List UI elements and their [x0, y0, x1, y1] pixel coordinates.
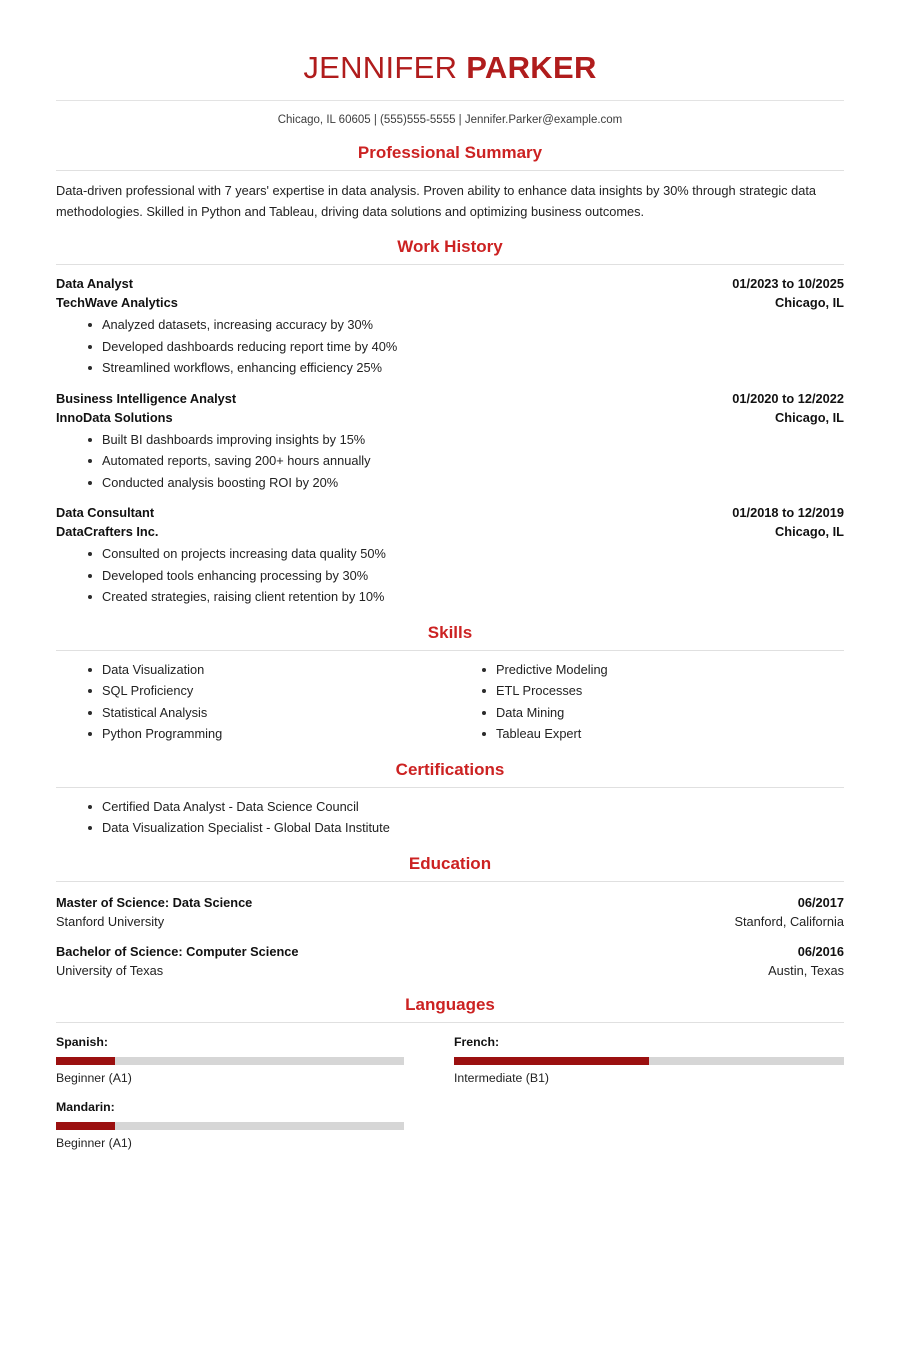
- language-proficiency-fill: [454, 1057, 649, 1065]
- job-company: InnoData Solutions: [56, 409, 173, 425]
- job-dates: 01/2020 to 12/2022: [732, 390, 844, 406]
- job-dates: 01/2023 to 10/2025: [732, 276, 844, 291]
- education-date: 06/2016: [797, 943, 844, 959]
- education-header-row: [56, 893, 844, 912]
- candidate-name: [56, 48, 844, 88]
- job-bullet: Streamlined workflows, enhancing efficiency 25%: [102, 357, 844, 379]
- skill-item: ETL Processes: [496, 680, 844, 702]
- skill-item: Python Programming: [102, 723, 450, 745]
- section-work-history: [56, 236, 844, 608]
- education-entry: [56, 882, 844, 931]
- section-languages: [56, 994, 844, 1163]
- skills-column-left: [56, 659, 450, 745]
- skills-columns: [56, 651, 844, 745]
- certifications-list: [56, 796, 844, 839]
- language-level: Intermediate (B1): [454, 1070, 550, 1085]
- skill-item: Data Visualization: [102, 659, 450, 681]
- language-entry: [450, 1033, 844, 1087]
- section-certifications: [56, 759, 844, 839]
- education-degree: Bachelor of Science: Computer Science: [56, 943, 299, 959]
- resume-header: [56, 48, 844, 128]
- skills-list-left: [56, 659, 450, 745]
- language-proficiency-track: [454, 1057, 844, 1065]
- job-subheader-row: [56, 522, 844, 541]
- job-title: Data Analyst: [56, 276, 134, 291]
- job-bullet: Developed dashboards reducing report time by 40%: [102, 336, 844, 358]
- job-title: Business Intelligence Analyst: [56, 390, 237, 406]
- language-name: Spanish:: [56, 1034, 108, 1049]
- language-entry: [56, 1098, 450, 1152]
- job-header-row: [56, 389, 844, 408]
- job-bullet-list: [56, 543, 844, 608]
- education-school: Stanford University: [56, 913, 165, 929]
- education-location: Austin, Texas: [768, 962, 844, 978]
- skills-list-right: [450, 659, 844, 745]
- job-company: DataCrafters Inc.: [56, 524, 159, 539]
- section-title-education: Education: [408, 853, 492, 873]
- job-header-row: [56, 503, 844, 522]
- languages-grid: [56, 1023, 844, 1163]
- section-title-work-history: Work History: [397, 237, 503, 256]
- language-name: French:: [454, 1034, 500, 1049]
- job-bullet-list: [56, 429, 844, 494]
- language-proficiency-track: [56, 1057, 404, 1065]
- section-professional-summary: [56, 142, 844, 222]
- job-company: TechWave Analytics: [56, 295, 178, 310]
- job-entry: [56, 379, 844, 494]
- first-name: JENNIFER: [303, 50, 458, 85]
- job-location: Chicago, IL: [775, 295, 844, 310]
- last-name: PARKER: [466, 50, 597, 85]
- language-entry: [56, 1033, 450, 1087]
- education-subheader-row: [56, 961, 844, 980]
- language-proficiency-track: [56, 1122, 404, 1130]
- skill-item: Predictive Modeling: [496, 659, 844, 681]
- education-entry: [56, 931, 844, 980]
- job-bullet-list: [56, 314, 844, 379]
- section-title-languages: Languages: [405, 994, 495, 1014]
- job-location: Chicago, IL: [775, 409, 844, 425]
- education-subheader-row: [56, 912, 844, 931]
- job-bullet: Automated reports, saving 200+ hours annually: [102, 450, 844, 472]
- summary-text: Data-driven professional with 7 years' expertise in data analysis. Proven ability to enhance data insights by 30% through strategic data methodologies. Skilled in Python and Tableau, driving data solutions and optimizing business outcomes.: [56, 183, 817, 219]
- language-level: Beginner (A1): [56, 1070, 132, 1085]
- certifications-body: [56, 788, 844, 839]
- skill-item: Statistical Analysis: [102, 702, 450, 724]
- skill-item: Tableau Expert: [496, 723, 844, 745]
- job-bullet: Created strategies, raising client retention by 10%: [102, 586, 844, 608]
- education-school: University of Texas: [56, 962, 164, 978]
- certification-item: Certified Data Analyst - Data Science Council: [102, 796, 844, 818]
- job-location: Chicago, IL: [775, 524, 844, 539]
- education-location: Stanford, California: [734, 913, 844, 929]
- skill-item: SQL Proficiency: [102, 680, 450, 702]
- section-education: [56, 853, 844, 980]
- job-bullet: Built BI dashboards improving insights by 15%: [102, 429, 844, 451]
- job-subheader-row: [56, 408, 844, 427]
- section-title-summary: Professional Summary: [357, 143, 543, 162]
- language-proficiency-fill: [56, 1122, 115, 1130]
- education-date: 06/2017: [797, 894, 844, 910]
- work-history-list: [56, 265, 844, 608]
- language-proficiency-fill: [56, 1057, 115, 1065]
- job-bullet: Developed tools enhancing processing by 30%: [102, 565, 844, 587]
- section-title-skills: Skills: [427, 622, 473, 642]
- contact-line: Chicago, IL 60605 | (555)555-5555 | Jennifer.Parker@example.com: [277, 114, 623, 126]
- job-header-row: [56, 274, 844, 293]
- job-title: Data Consultant: [56, 505, 155, 520]
- job-entry: [56, 265, 844, 379]
- language-level: Beginner (A1): [56, 1135, 132, 1150]
- skill-item: Data Mining: [496, 702, 844, 724]
- job-subheader-row: [56, 293, 844, 312]
- job-bullet: Conducted analysis boosting ROI by 20%: [102, 472, 844, 494]
- skills-column-right: [450, 659, 844, 745]
- job-bullet: Consulted on projects increasing data quality 50%: [102, 543, 844, 565]
- job-dates: 01/2018 to 12/2019: [732, 505, 844, 520]
- certification-item: Data Visualization Specialist - Global Data Institute: [102, 817, 844, 839]
- language-name: Mandarin:: [56, 1099, 115, 1114]
- section-title-certifications: Certifications: [395, 759, 505, 779]
- education-header-row: [56, 942, 844, 961]
- section-skills: [56, 622, 844, 745]
- education-degree: Master of Science: Data Science: [56, 894, 253, 910]
- job-bullet: Analyzed datasets, increasing accuracy by 30%: [102, 314, 844, 336]
- job-entry: [56, 493, 844, 608]
